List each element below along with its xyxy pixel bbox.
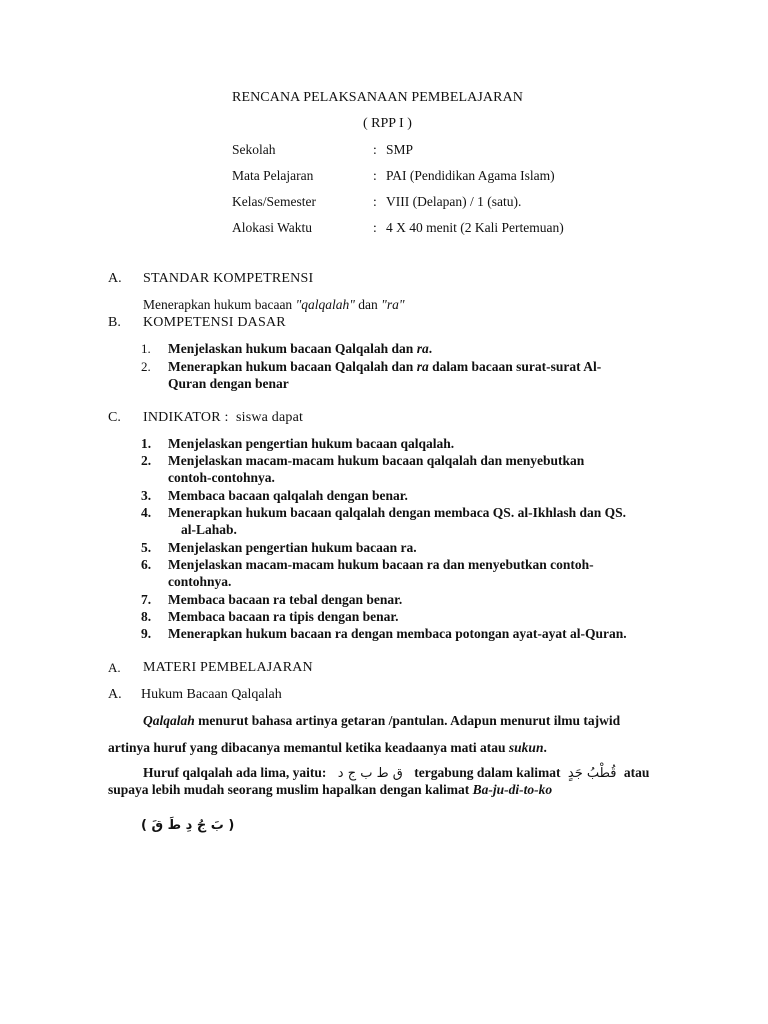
list-text: Membaca bacaan ra tipis dengan benar. bbox=[168, 609, 399, 624]
section-a-text: Menerapkan hukum bacaan "qalqalah" dan "ra" bbox=[143, 297, 405, 312]
list-number: 2. bbox=[141, 453, 152, 468]
info-colon: : bbox=[373, 220, 377, 235]
list-text-continued: contohnya. bbox=[168, 574, 232, 589]
section-c-letter: C. bbox=[108, 410, 121, 425]
document-subtitle: ( RPP I ) bbox=[363, 116, 412, 131]
info-colon: : bbox=[373, 194, 377, 209]
list-number: 2. bbox=[141, 359, 151, 374]
section-d-title: MATERI PEMBELAJARAN bbox=[143, 660, 313, 675]
list-number: 5. bbox=[141, 540, 152, 555]
section-a-letter: A. bbox=[108, 271, 122, 286]
info-value: PAI (Pendidikan Agama Islam) bbox=[386, 168, 555, 183]
paragraph-line: Huruf qalqalah ada lima, yaitu: ق ط ب ج د tergabung dalam kalimat قُطْبُ جَدٍ atau bbox=[143, 765, 650, 781]
list-text: Menjelaskan macam-macam hukum bacaan qalqalah dan menyebutkan bbox=[168, 453, 585, 468]
info-value: VIII (Delapan) / 1 (satu). bbox=[386, 194, 522, 209]
list-text: Menerapkan hukum bacaan Qalqalah dan ra dalam bacaan surat-surat Al- bbox=[168, 359, 602, 374]
list-text: Menjelaskan macam-macam hukum bacaan ra dan menyebutkan contoh- bbox=[168, 557, 594, 572]
info-label: Alokasi Waktu bbox=[232, 220, 313, 235]
list-text: Menjelaskan hukum bacaan Qalqalah dan ra. bbox=[168, 341, 433, 356]
list-text-continued: al-Lahab. bbox=[181, 522, 237, 537]
section-a-title: STANDAR KOMPETRENSI bbox=[143, 271, 314, 286]
arabic-letters: ق ط ب ج د bbox=[337, 766, 403, 781]
arabic-word: قُطْبُ جَدٍ bbox=[567, 766, 617, 781]
list-number: 9. bbox=[141, 626, 152, 641]
document-title: RENCANA PELAKSANAAN PEMBELAJARAN bbox=[232, 90, 523, 105]
list-number: 7. bbox=[141, 592, 152, 607]
subsection-letter: A. bbox=[108, 687, 122, 702]
section-b-title: KOMPETENSI DASAR bbox=[143, 315, 286, 330]
info-label: Sekolah bbox=[232, 142, 276, 157]
info-value: 4 X 40 menit (2 Kali Pertemuan) bbox=[386, 220, 564, 235]
section-d-letter: A. bbox=[108, 660, 121, 675]
info-value: SMP bbox=[386, 142, 414, 157]
list-number: 6. bbox=[141, 557, 152, 572]
section-b-letter: B. bbox=[108, 315, 121, 330]
paragraph-line: artinya huruf yang dibacanya memantul ketika keadaanya mati atau sukun. bbox=[108, 740, 547, 755]
list-number: 8. bbox=[141, 609, 152, 624]
paragraph-line: Qalqalah menurut bahasa artinya getaran /pantulan. Adapun menurut ilmu tajwid bbox=[143, 713, 621, 728]
info-label: Kelas/Semester bbox=[232, 194, 316, 209]
list-text: Membaca bacaan qalqalah dengan benar. bbox=[168, 488, 408, 503]
list-number: 4. bbox=[141, 505, 152, 520]
list-text: Menjelaskan pengertian hukum bacaan ra. bbox=[168, 540, 417, 555]
arabic-parenthetical: ( بَ جُ دِ طَ قَ ) bbox=[141, 818, 235, 833]
list-text-continued: contoh-contohnya. bbox=[168, 470, 275, 485]
info-colon: : bbox=[373, 168, 377, 183]
list-text-continued: Quran dengan benar bbox=[168, 376, 289, 391]
info-colon: : bbox=[373, 142, 377, 157]
list-text: Membaca bacaan ra tebal dengan benar. bbox=[168, 592, 403, 607]
list-number: 1. bbox=[141, 436, 152, 451]
list-number: 1. bbox=[141, 341, 151, 356]
list-number: 3. bbox=[141, 488, 152, 503]
subsection-title: Hukum Bacaan Qalqalah bbox=[141, 687, 282, 702]
list-text: Menjelaskan pengertian hukum bacaan qalqalah. bbox=[168, 436, 455, 451]
section-c-title: INDIKATOR : siswa dapat bbox=[143, 410, 304, 425]
list-text: Menerapkan hukum bacaan qalqalah dengan membaca QS. al-Ikhlash dan QS. bbox=[168, 505, 626, 520]
list-text: Menerapkan hukum bacaan ra dengan membaca potongan ayat-ayat al-Quran. bbox=[168, 626, 627, 641]
info-label: Mata Pelajaran bbox=[232, 168, 314, 183]
paragraph-line: supaya lebih mudah seorang muslim hapalkan dengan kalimat Ba-ju-di-to-ko bbox=[108, 782, 553, 797]
